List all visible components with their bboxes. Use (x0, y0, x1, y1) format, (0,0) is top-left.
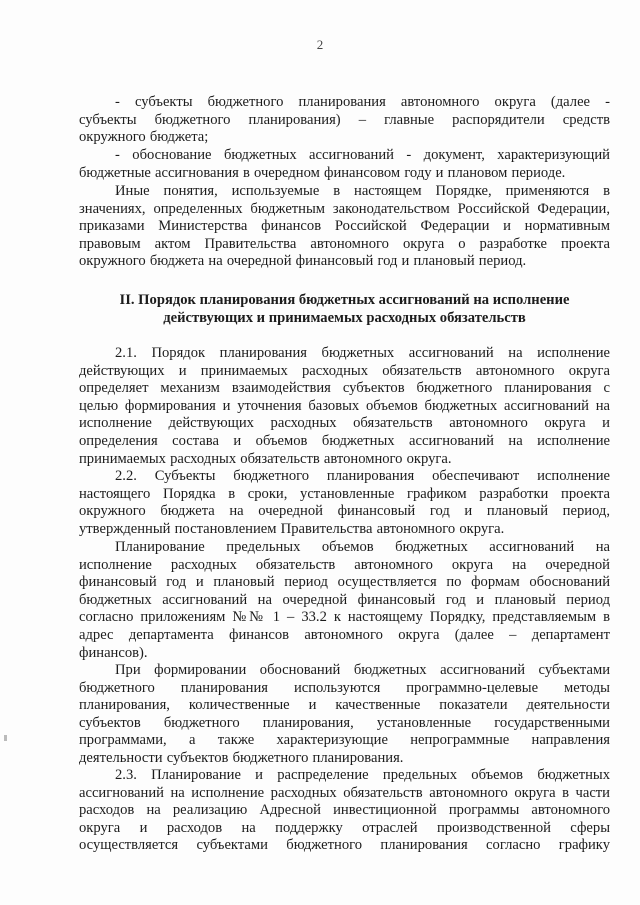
text-line: бюджетных ассигнований на очередной финансовый год и плановый период (79, 591, 610, 608)
text-line: ассигнований на исполнение расходных обязательств автономного округа в части (79, 784, 610, 801)
heading-line: II. Порядок планирования бюджетных ассигнований на исполнение (119, 292, 570, 308)
text-line: планирования, количественные и качественные показатели деятельности (79, 697, 610, 714)
text-line: - субъекты бюджетного планирования автономного округа (далее - (115, 94, 610, 110)
text-line: окружного бюджета на очередной финансовый год и плановый период, (79, 503, 610, 520)
paragraph-2-3 (79, 767, 610, 855)
text-line: округа и расходов на поддержку отраслей производственной сферы (79, 819, 610, 836)
text-line: правовым актом Правительства автономного округа о разработке проекта (79, 235, 610, 252)
text-line: При формировании обоснований бюджетных ассигнований субъектами (115, 662, 610, 678)
section-heading (79, 292, 610, 327)
paragraph (79, 539, 610, 662)
text-line: 2.1. Порядок планирования бюджетных ассигнований на исполнение (115, 345, 610, 361)
text-line: - обоснование бюджетных ассигнований - документ, характеризующий (115, 147, 610, 163)
text-line: настоящего Порядка в сроки, установленные графиком разработки проекта (79, 485, 610, 502)
text-line: финансов). (79, 644, 148, 661)
text-line: определяет механизм взаимодействия субъектов бюджетного планирования с (79, 380, 610, 397)
text-line: программами, а также характеризующие непрограммные направления (79, 732, 610, 749)
text-line: бюджетные ассигнования в очередном финансовом году и плановом периоде. (79, 164, 566, 181)
heading-line: действующих и принимаемых расходных обязательств (163, 309, 526, 326)
text-line: согласно приложениям №№ 1 – 33.2 к настоящему Порядку, представляемым в (79, 609, 610, 626)
text-line: определения состава и объемов бюджетных ассигнований на исполнение (79, 432, 610, 449)
text-line: действующих и принимаемых расходных обязательств автономного округа (79, 362, 610, 379)
text-line: окружного бюджета; (79, 129, 209, 146)
text-line: исполнение действующих расходных обязательств автономного округа и (79, 415, 610, 432)
text-line: принимаемых расходных обязательств автономного округа. (79, 450, 452, 467)
text-line: бюджетного планирования используются программно-целевые методы (79, 679, 610, 696)
paragraph (79, 662, 610, 768)
definition-item (79, 147, 610, 182)
text-line: Планирование предельных объемов бюджетных ассигнований на (115, 539, 610, 555)
text-line: осуществляется субъектами бюджетного планирования согласно графику (79, 837, 610, 854)
text-line: целью формирования и уточнения базовых объемов бюджетных ассигнований на (79, 397, 610, 414)
text-line: окружного бюджета на очередной финансовый год и плановый период. (79, 253, 527, 270)
paragraph-2-1 (79, 345, 610, 468)
text-line: 2.2. Субъекты бюджетного планирования обеспечивают исполнение (115, 468, 610, 484)
text-line: значениях, определенных бюджетным законодательством Российской Федерации, (79, 200, 610, 217)
text-line: расходов на реализацию Адресной инвестиционной программы автономного (79, 802, 610, 819)
scan-artifact (4, 735, 7, 741)
text-line: приказами Министерства финансов Российской Федерации и нормативным (79, 218, 610, 235)
text-line: Иные понятия, используемые в настоящем Порядке, применяются в (115, 183, 610, 199)
page-number: 2 (316, 37, 324, 52)
paragraph (79, 183, 610, 271)
definition-item (79, 94, 610, 147)
text-line: субъектов бюджетного планирования, установленные государственными (79, 714, 610, 731)
text-line: утвержденный постановлением Правительства автономного округа. (79, 520, 505, 537)
text-line: адрес департамента финансов автономного округа (далее – департамент (79, 626, 610, 643)
paragraph-2-2 (79, 468, 610, 538)
text-line: исполнение расходных обязательств автономного округа на очередной (79, 556, 610, 573)
text-line: 2.3. Планирование и распределение предельных объемов бюджетных (115, 767, 610, 783)
text-line: финансовый год и плановый период осуществляется по формам обоснований (79, 574, 610, 591)
text-line: субъекты бюджетного планирования) – главные распорядители средств (79, 111, 610, 128)
text-line: деятельности субъектов бюджетного планирования. (79, 749, 404, 766)
